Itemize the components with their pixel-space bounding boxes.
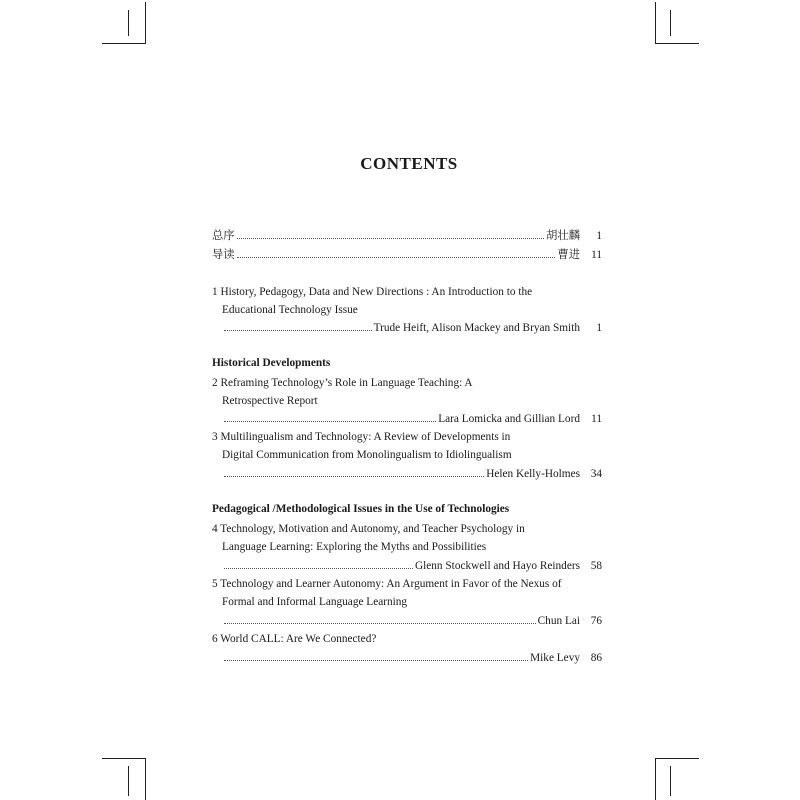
toc-entry-ch4-title-line2[interactable]: Language Learning: Exploring the Myths and Possibilities <box>222 541 487 553</box>
leader-dots <box>237 256 556 258</box>
toc-entry-guide[interactable] <box>212 247 602 264</box>
crop-mark-top-left-h <box>102 43 146 44</box>
entry-page: 11 <box>591 249 602 261</box>
crop-mark-bottom-left-h <box>102 758 146 759</box>
toc-entry-ch1-title-line1[interactable]: 1 History, Pedagogy, Data and New Directions : An Introduction to the <box>212 286 533 298</box>
entry-author: Trude Heift, Alison Mackey and Bryan Smith <box>373 322 580 334</box>
entry-label: 导读 <box>212 249 235 261</box>
entry-author: Chun Lai <box>537 615 580 627</box>
toc-entry-ch3-byline[interactable] <box>222 466 602 483</box>
toc-entry-ch4-title-line1[interactable]: 4 Technology, Motivation and Autonomy, and Teacher Psychology in <box>212 523 525 535</box>
toc-entry-ch2-byline[interactable] <box>222 411 602 428</box>
crop-mark-top-right-h <box>655 43 699 44</box>
crop-mark-bottom-right-h <box>655 758 699 759</box>
section-heading-historical: Historical Developments <box>212 357 331 369</box>
toc-entry-ch6-title-line1[interactable]: 6 World CALL: Are We Connected? <box>212 633 377 645</box>
toc-entry-ch1-title-line2[interactable]: Educational Technology Issue <box>222 304 358 316</box>
entry-author: Mike Levy <box>530 652 580 664</box>
entry-author: 胡壮麟 <box>546 230 580 242</box>
toc-entry-ch4-byline[interactable] <box>222 558 602 575</box>
toc-entry-ch2-title-line1[interactable]: 2 Reframing Technology’s Role in Language Teaching: A <box>212 377 473 389</box>
crop-mark-bottom-left-v <box>145 758 146 800</box>
entry-author: Lara Lomicka and Gillian Lord <box>438 413 580 425</box>
entry-page: 76 <box>590 615 602 627</box>
crop-mark-top-left-v2 <box>128 10 129 36</box>
entry-label: 总序 <box>212 230 235 242</box>
toc-entry-ch3-title-line1[interactable]: 3 Multilingualism and Technology: A Review of Developments in <box>212 431 511 443</box>
toc-entry-ch6-byline[interactable] <box>222 650 602 667</box>
leader-dots <box>224 420 436 422</box>
crop-mark-top-right-v <box>655 2 656 44</box>
leader-dots <box>224 567 413 569</box>
leader-dots <box>224 659 528 661</box>
leader-dots <box>224 329 372 331</box>
entry-author: Glenn Stockwell and Hayo Reinders <box>414 560 580 572</box>
page-title: CONTENTS <box>360 154 458 173</box>
entry-page: 86 <box>590 652 602 664</box>
toc-entry-ch5-title-line2[interactable]: Formal and Informal Language Learning <box>222 596 408 608</box>
entry-author: 曹进 <box>557 249 580 261</box>
section-heading-pedagogical: Pedagogical /Methodological Issues in the Use of Technologies <box>212 503 510 515</box>
crop-mark-top-right-v2 <box>670 10 671 36</box>
toc-entry-ch2-title-line2[interactable]: Retrospective Report <box>222 395 318 407</box>
entry-page: 1 <box>596 230 602 242</box>
leader-dots <box>237 237 544 239</box>
crop-mark-bottom-right-v2 <box>670 766 671 796</box>
toc-entry-preface[interactable] <box>212 228 602 245</box>
entry-page: 1 <box>596 322 602 334</box>
crop-mark-bottom-left-v2 <box>128 766 129 796</box>
crop-mark-top-left-v <box>145 2 146 44</box>
entry-page: 58 <box>590 560 602 572</box>
entry-page: 34 <box>590 468 602 480</box>
crop-mark-bottom-right-v <box>655 758 656 800</box>
toc-entry-ch5-title-line1[interactable]: 5 Technology and Learner Autonomy: An Argument in Favor of the Nexus of <box>212 578 562 590</box>
toc-entry-ch1-byline[interactable] <box>222 320 602 337</box>
leader-dots <box>224 475 484 477</box>
entry-page: 11 <box>591 413 602 425</box>
toc-entry-ch3-title-line2[interactable]: Digital Communication from Monolingualism to Idiolingualism <box>222 449 512 461</box>
leader-dots <box>224 622 536 624</box>
toc-entry-ch5-byline[interactable] <box>222 613 602 630</box>
entry-author: Helen Kelly-Holmes <box>486 468 580 480</box>
